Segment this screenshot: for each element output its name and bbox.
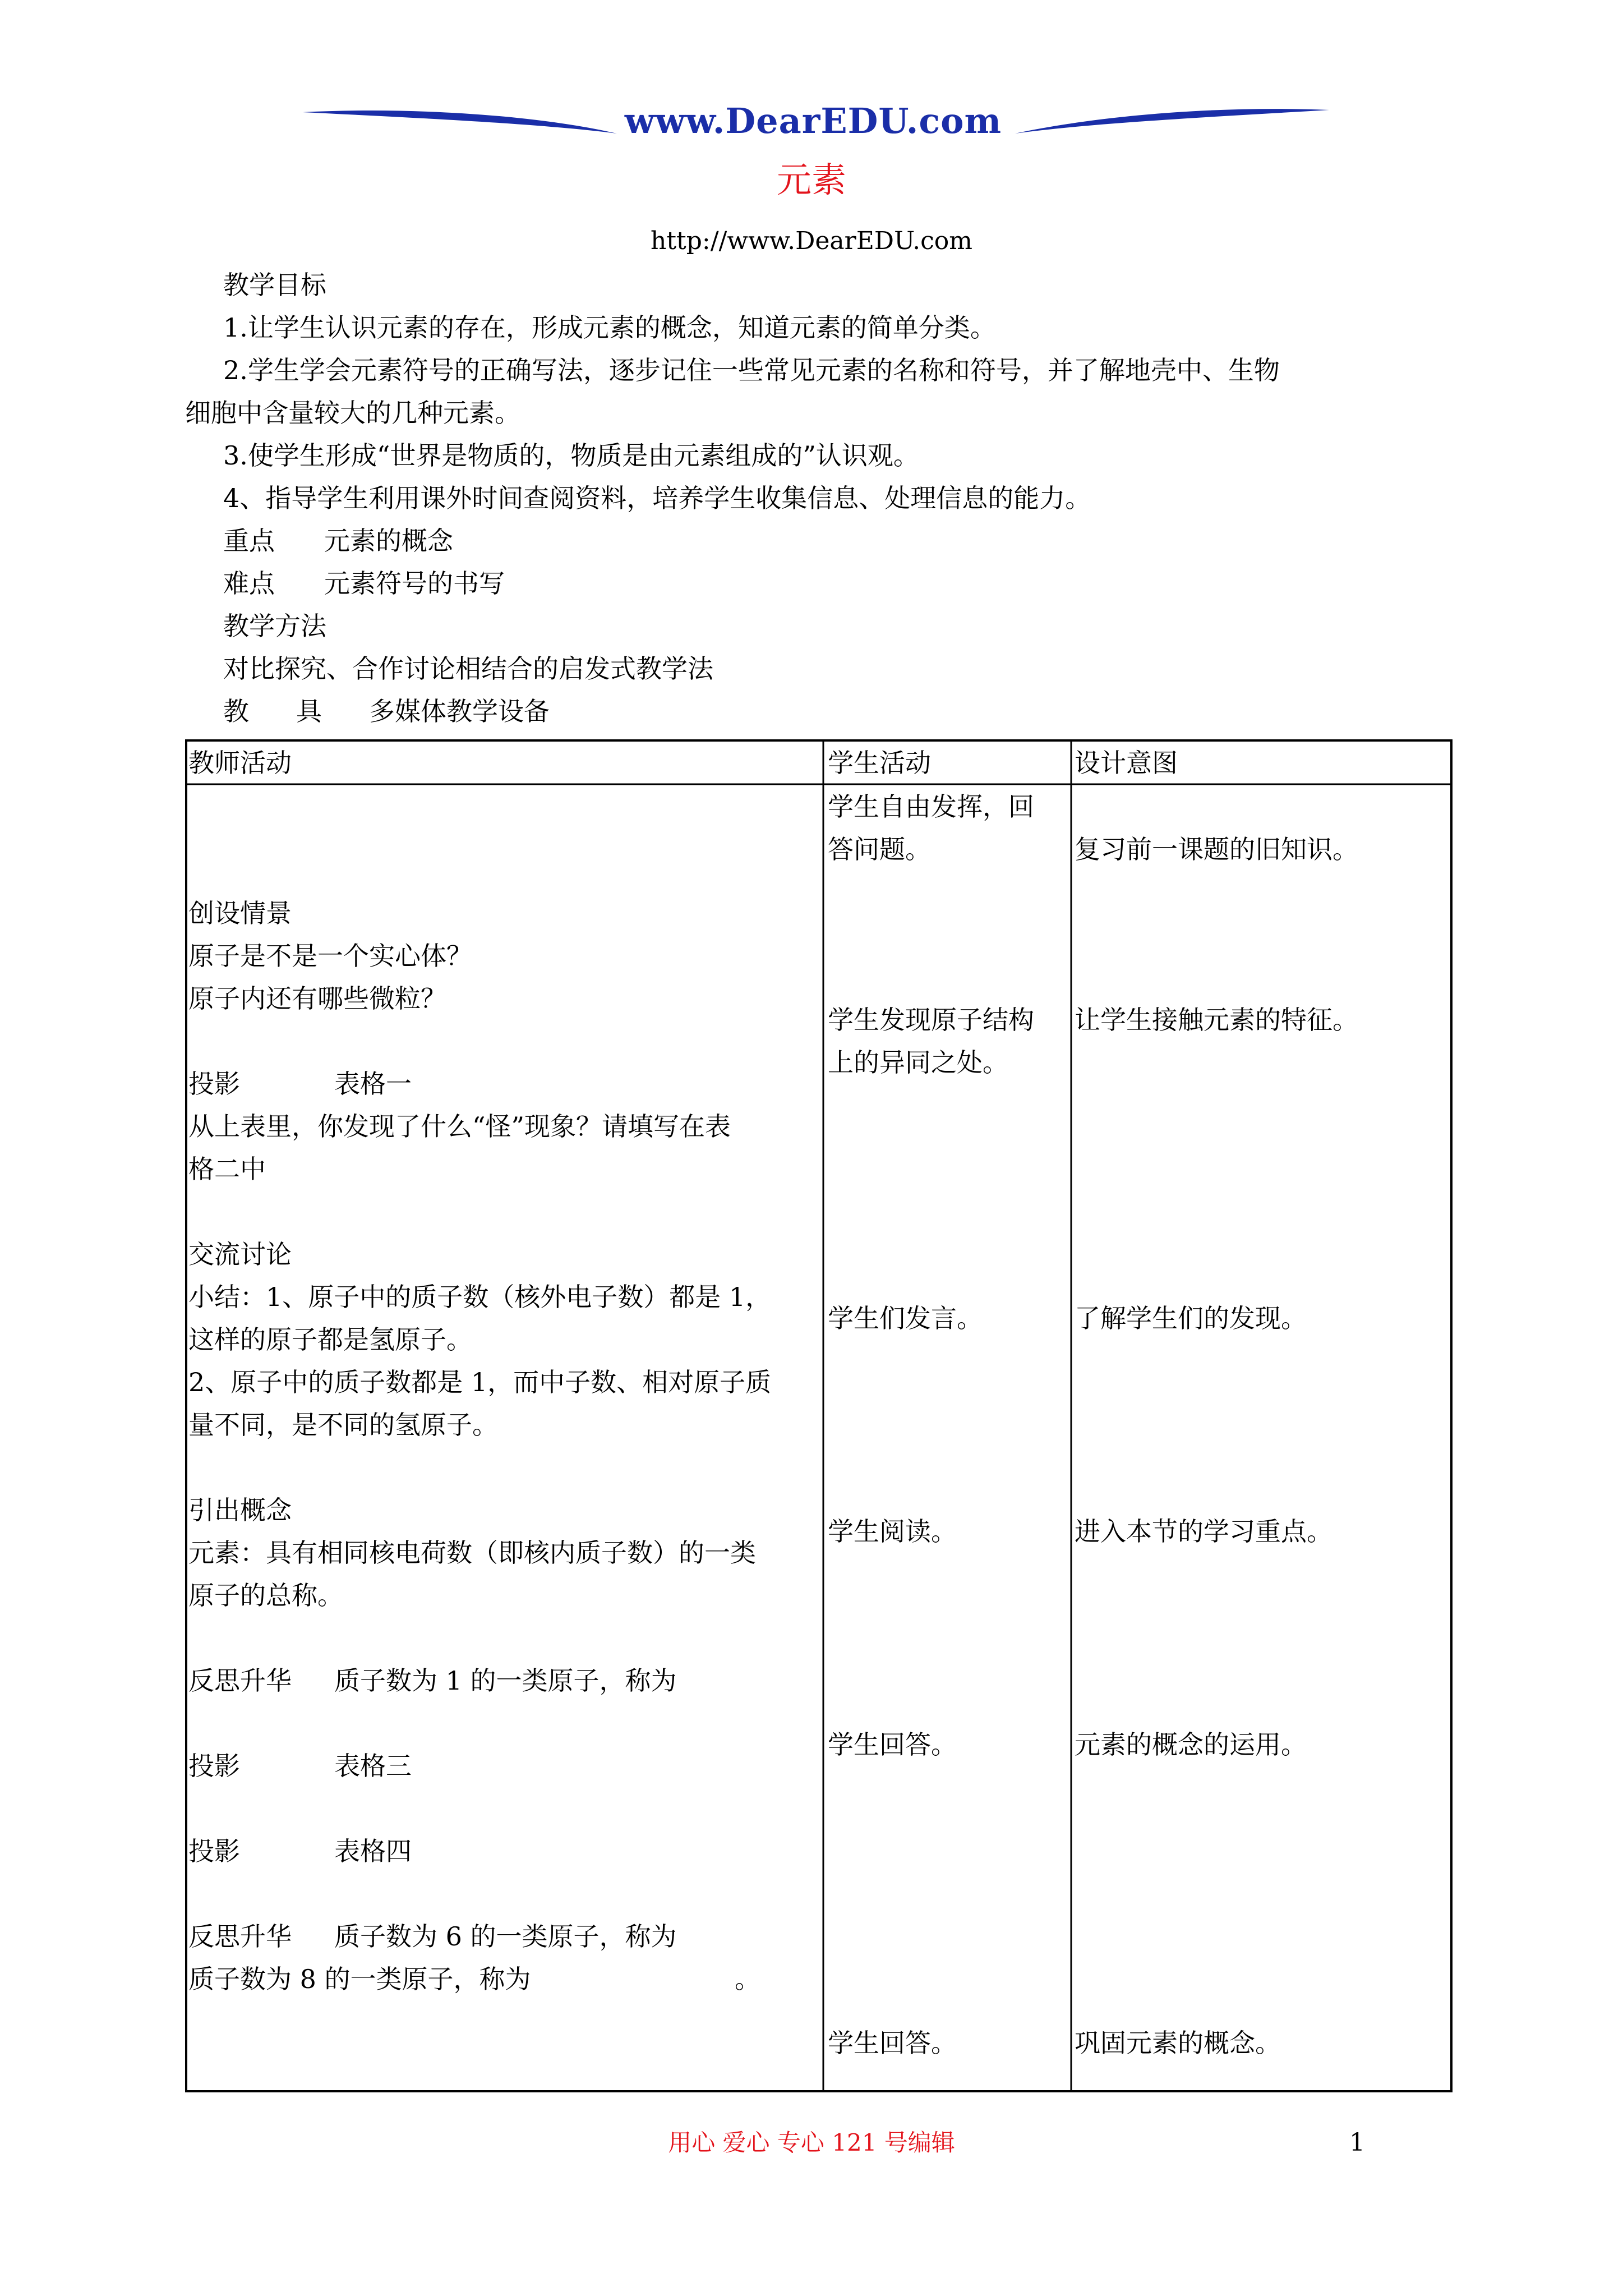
method-value: 对比探究、合作讨论相结合的启发式教学法 xyxy=(223,654,713,684)
header-student-activity: 学生活动 xyxy=(828,748,931,778)
teacher-text: 投影 xyxy=(188,1751,240,1781)
tools-value: 多媒体教学设备 xyxy=(369,696,550,726)
student-text: 学生回答。 xyxy=(828,2028,957,2058)
tools-label-1: 教 xyxy=(223,696,249,726)
teacher-text: 量不同，是不同的氢原子。 xyxy=(188,1410,498,1440)
intent-text: 进入本节的学习重点。 xyxy=(1075,1516,1332,1547)
teacher-text: 反思升华 xyxy=(188,1665,292,1696)
intent-text: 了解学生们的发现。 xyxy=(1075,1303,1307,1333)
teacher-text: 这样的原子都是氢原子。 xyxy=(188,1324,472,1355)
objective-1: 1.让学生认识元素的存在，形成元素的概念，知道元素的简单分类。 xyxy=(223,312,996,343)
intent-text: 复习前一课题的旧知识。 xyxy=(1075,834,1358,864)
page-number: 1 xyxy=(1349,2128,1365,2157)
student-text: 上的异同之处。 xyxy=(828,1047,1008,1078)
key-point-label: 重点 xyxy=(223,526,275,556)
footer-text: 用心 爱心 专心 121 号编辑 xyxy=(668,2129,955,2156)
page-title: 元素 xyxy=(776,159,846,200)
teacher-text: 表格三 xyxy=(334,1751,412,1781)
teacher-text: 质子数为 6 的一类原子，称为 xyxy=(334,1921,677,1952)
key-point-value: 元素的概念 xyxy=(324,526,453,556)
teacher-text: 引出概念 xyxy=(188,1495,292,1525)
teacher-text: 元素：具有相同核电荷数（即核内质子数）的一类 xyxy=(188,1538,756,1568)
student-text: 学生阅读。 xyxy=(828,1516,957,1547)
intent-text: 让学生接触元素的特征。 xyxy=(1075,1005,1358,1035)
difficulty-row xyxy=(223,567,505,600)
student-text: 学生们发言。 xyxy=(828,1303,983,1333)
teacher-text: 原子内还有哪些微粒？ xyxy=(188,983,446,1014)
teacher-text: 表格一 xyxy=(334,1069,412,1099)
teacher-text: 投影 xyxy=(188,1069,240,1099)
banner-text: www.DearEDU.com xyxy=(624,100,1002,141)
student-text: 学生自由发挥，回 xyxy=(828,792,1034,822)
teacher-text: 从上表里，你发现了什么“怪”现象？请填写在表 xyxy=(188,1111,731,1142)
tools-label-2: 具 xyxy=(296,696,322,726)
teacher-text: 反思升华 xyxy=(188,1921,292,1952)
student-text: 学生回答。 xyxy=(828,1729,957,1760)
teacher-text: 格二中 xyxy=(188,1154,266,1184)
page-url: http://www.DearEDU.com xyxy=(651,227,972,255)
teacher-text: 创设情景 xyxy=(188,898,292,928)
objective-4: 4、指导学生利用课外时间查阅资料，培养学生收集信息、处理信息的能力。 xyxy=(223,483,1091,513)
header-teacher-activity: 教师活动 xyxy=(188,748,292,778)
teacher-text: 原子的总称。 xyxy=(188,1580,343,1611)
teacher-text: 投影 xyxy=(188,1836,240,1866)
teacher-text: 表格四 xyxy=(334,1836,412,1866)
teacher-text: 小结：1、原子中的质子数（核外电子数）都是 1， xyxy=(188,1282,772,1312)
intent-text: 巩固元素的概念。 xyxy=(1075,2028,1281,2058)
difficulty-label: 难点 xyxy=(223,568,275,599)
teacher-text: 2、原子中的质子数都是 1，而中子数、相对原子质 xyxy=(188,1367,772,1397)
objective-3: 3.使学生形成“世界是物质的，物质是由元素组成的”认识观。 xyxy=(223,440,919,471)
teacher-text: 原子是不是一个实心体？ xyxy=(188,941,472,971)
objective-2-line-2: 细胞中含量较大的几种元素。 xyxy=(185,398,520,428)
teacher-text: 质子数为 1 的一类原子，称为 xyxy=(334,1665,677,1696)
key-point-row xyxy=(223,524,453,558)
objective-2-line-1: 2.学生学会元素符号的正确写法，逐步记住一些常见元素的名称和符号，并了解地壳中、生物 xyxy=(223,355,1280,385)
student-text: 答问题。 xyxy=(828,834,931,864)
teacher-text: 。 xyxy=(735,1964,760,1994)
teacher-text: 质子数为 8 的一类原子，称为 xyxy=(188,1964,531,1994)
header-design-intent: 设计意图 xyxy=(1075,748,1178,778)
difficulty-value: 元素符号的书写 xyxy=(324,568,505,599)
method-heading: 教学方法 xyxy=(223,611,326,641)
intent-text: 元素的概念的运用。 xyxy=(1075,1729,1307,1760)
objectives-heading: 教学目标 xyxy=(223,270,326,300)
student-text: 学生发现原子结构 xyxy=(828,1005,1034,1035)
teacher-text: 交流讨论 xyxy=(188,1239,292,1269)
tools-row xyxy=(223,694,550,728)
